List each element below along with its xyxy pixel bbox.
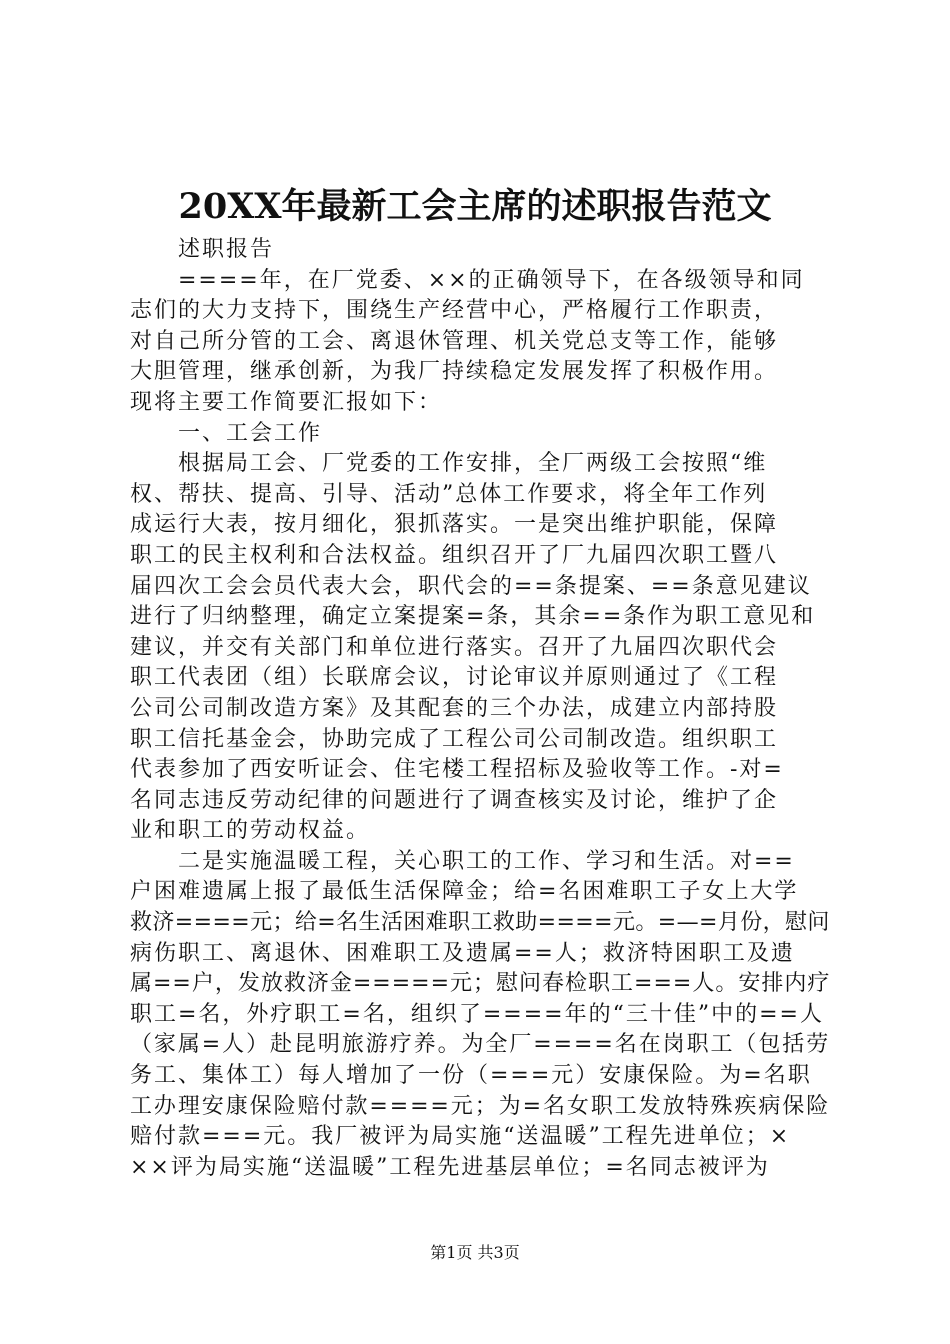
body-line: （家属=人）赴昆明旅游疗养。为全厂====名在岗职工（包括劳 (130, 1032, 831, 1058)
body-line: 务工、集体工）每人增加了一份（===元）安康保险。为=名职 (130, 1063, 812, 1089)
body-line: 病伤职工、离退休、困难职工及遗属==人；救济特困职工及遗 (130, 940, 795, 966)
body-line: 公司公司制改造方案》及其配套的三个办法，成建立内部持股 (130, 695, 779, 721)
body-line: 职工的民主权利和合法权益。组织召开了厂九届四次职工暨八 (130, 542, 779, 568)
body-line: 职工代表团（组）长联席会议，讨论审议并原则通过了《工程 (130, 665, 779, 691)
body-line: 大胆管理，继承创新，为我厂持续稳定发展发挥了积极作用。 (130, 359, 779, 385)
body-line: 建议，并交有关部门和单位进行落实。召开了九届四次职代会 (130, 634, 779, 660)
body-line: 根据局工会、厂党委的工作安排，全厂两级工会按照“维 (130, 451, 768, 477)
body-line: 代表参加了西安听证会、住宅楼工程招标及验收等工作。-对= (130, 757, 784, 783)
body-line: 属==户，发放救济金=====元；慰问春检职工===人。安排内疗 (130, 971, 831, 997)
body-line: 权、帮扶、提高、引导、活动”总体工作要求，将全年工作列 (130, 481, 768, 507)
body-line: 业和职工的劳动权益。 (130, 818, 371, 844)
page-footer: 第1页 共3页 (430, 1243, 520, 1262)
body-line: 名同志违反劳动纪律的问题进行了调查核实及讨论，维护了企 (130, 787, 779, 813)
document-title: 20XX年最新工会主席的述职报告范文 (178, 186, 772, 227)
body-line: 成运行大表，按月细化，狠抓落实。一是突出维护职能，保障 (130, 512, 779, 538)
body-line: 志们的大力支持下，围绕生产经营中心，严格履行工作职责， (130, 298, 779, 324)
body-line: ××评为局实施“送温暖”工程先进基层单位；=名同志被评为 (130, 1154, 770, 1180)
body-line: 进行了归纳整理，确定立案提案=条，其余==条作为职工意见和 (130, 604, 816, 630)
body-line: 二是实施温暖工程，关心职工的工作、学习和生活。对== (130, 848, 795, 874)
body-line: 一、工会工作 (130, 420, 323, 446)
body-line: 对自己所分管的工会、离退休管理、机关党总支等工作，能够 (130, 328, 779, 354)
body-line: 职工信托基金会，协助完成了工程公司公司制改造。组织职工 (130, 726, 779, 752)
body-line: 述职报告 (130, 237, 275, 262)
body-line: 救济====元；给=名生活困难职工救助====元。=—=月份，慰问 (130, 910, 830, 936)
document-body (130, 235, 830, 1183)
body-line: 届四次工会会员代表大会，职代会的==条提案、==条意见建议 (130, 573, 812, 599)
body-line: 工办理安康保险赔付款====元；为=名女职工发放特殊疾病保险 (130, 1093, 831, 1119)
body-line: 现将主要工作简要汇报如下： (130, 389, 443, 415)
body-line: 户困难遗属上报了最低生活保障金；给=名困难职工子女上大学 (130, 879, 799, 905)
body-line: 赔付款===元。我厂被评为局实施“送温暖”工程先进单位；× (130, 1124, 791, 1150)
body-line: ====年，在厂党委、××的正确领导下，在各级领导和同 (130, 267, 805, 293)
body-line: 职工=名，外疗职工=名，组织了====年的“三十佳”中的==人 (130, 1001, 824, 1027)
